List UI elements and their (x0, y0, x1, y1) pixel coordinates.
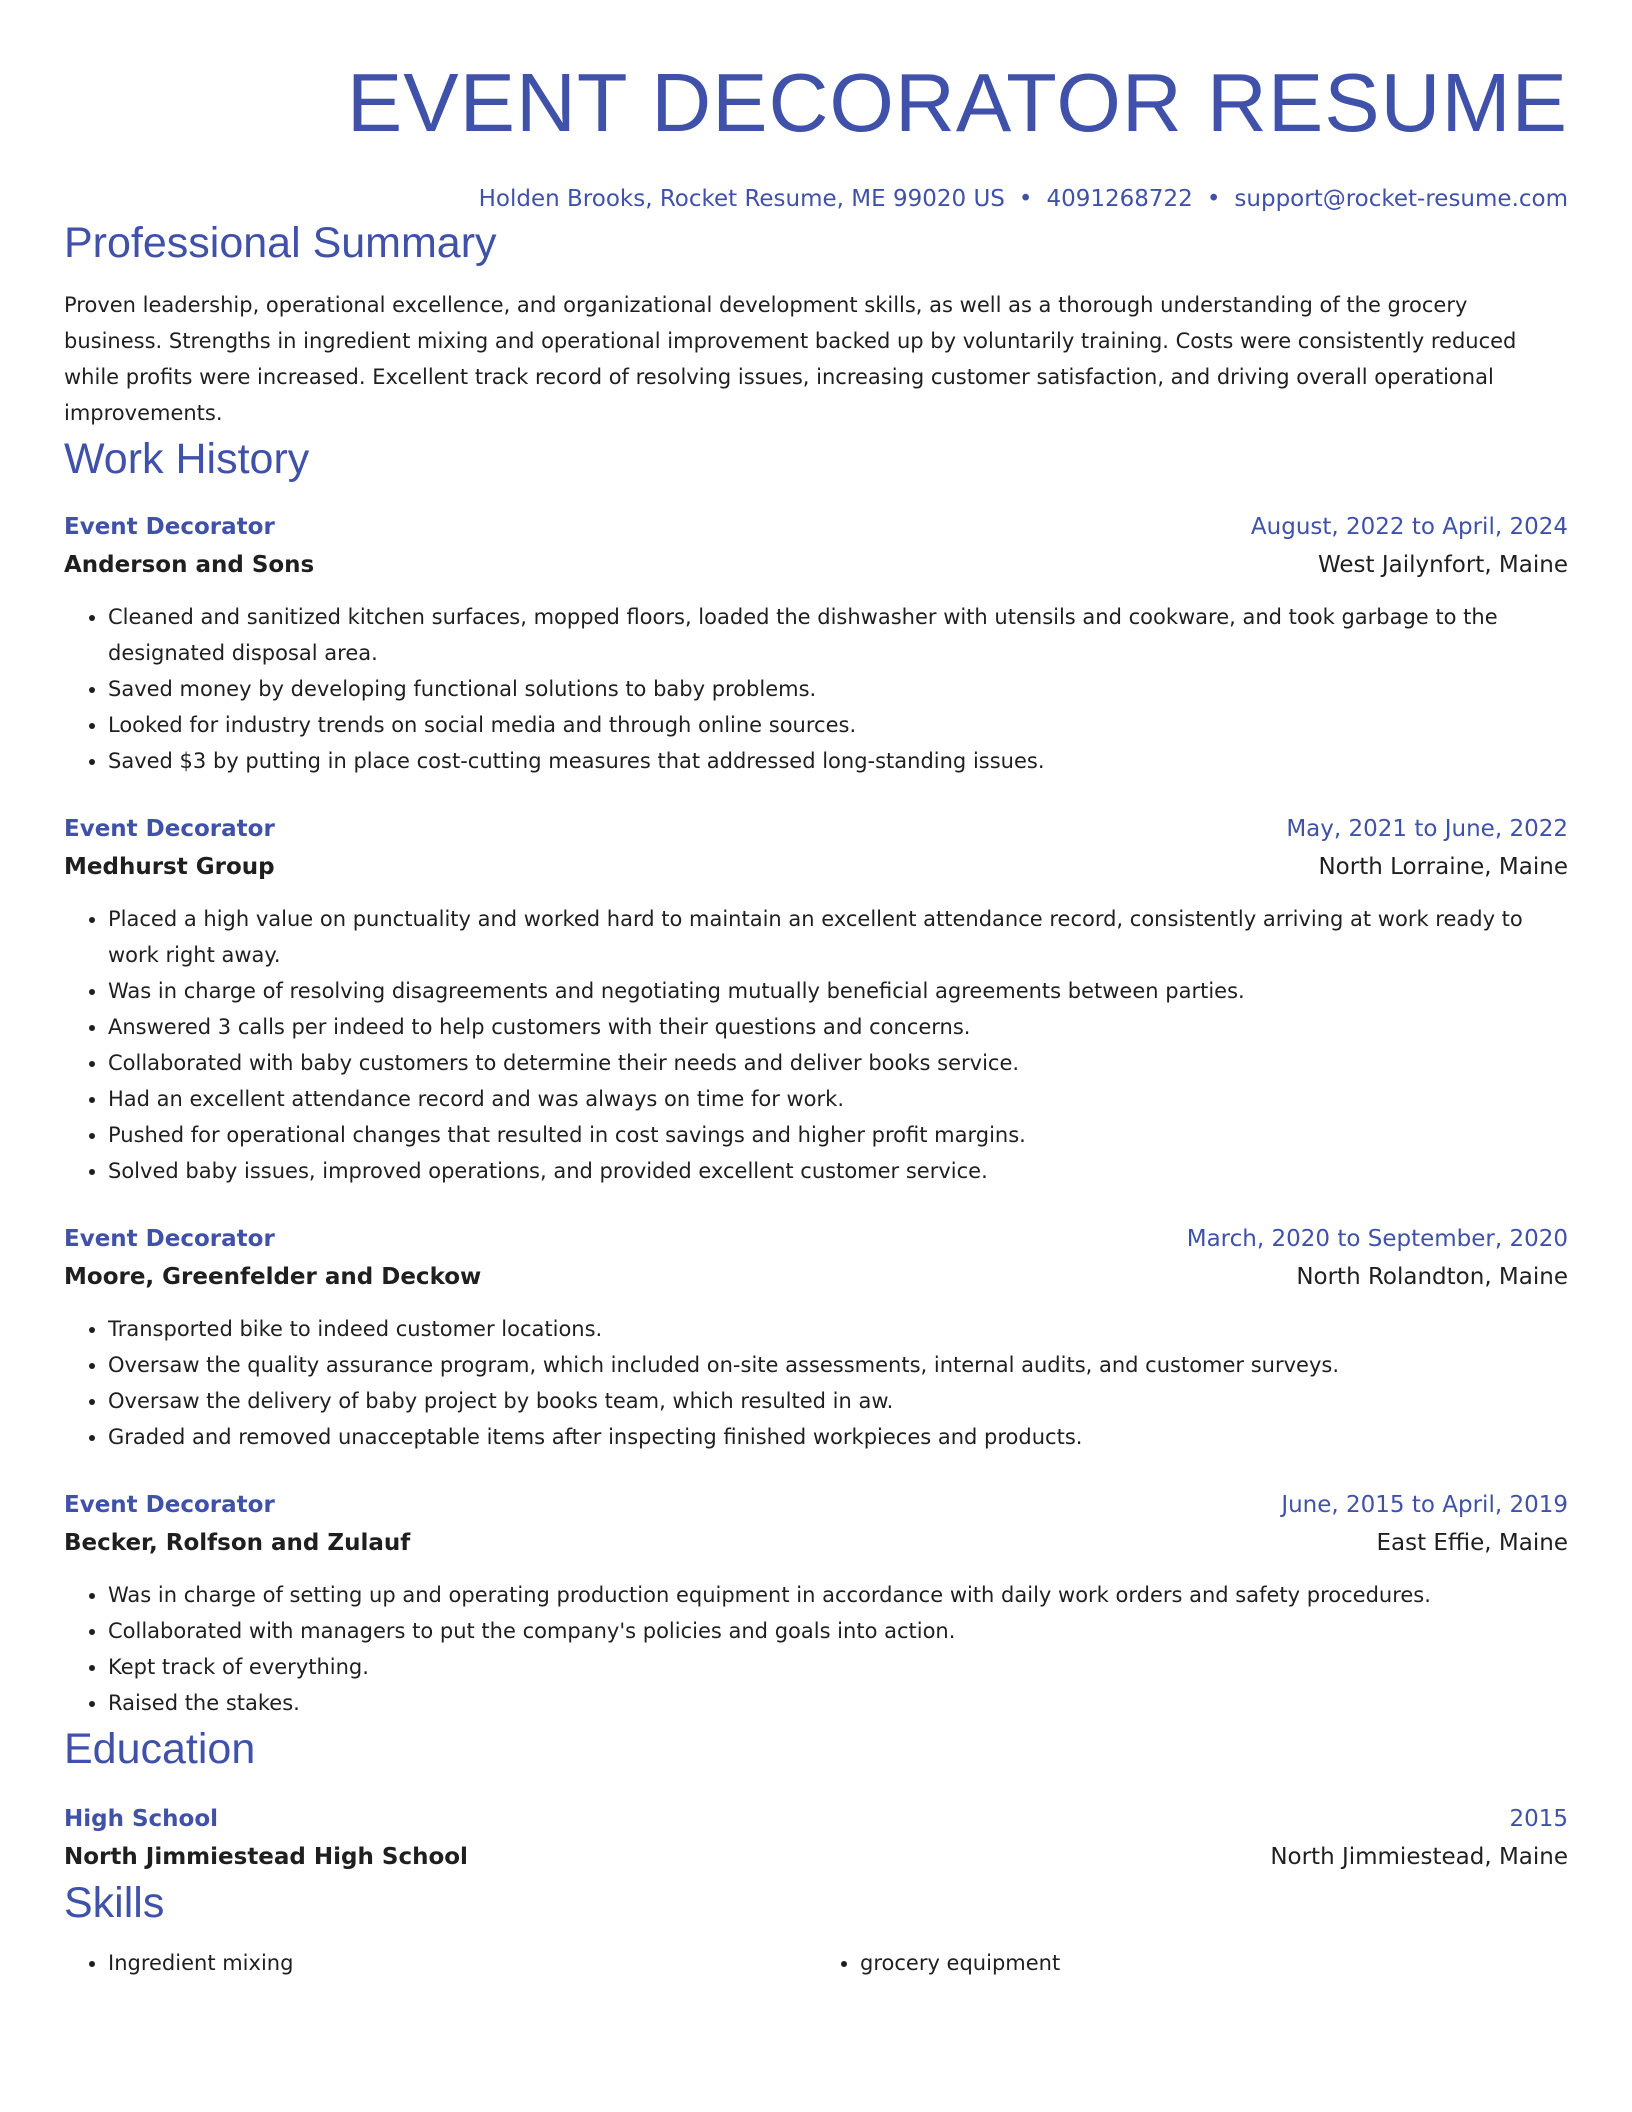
job-entry (64, 1221, 1568, 1455)
contact-phone: 4091268722 (1046, 186, 1193, 212)
job-duty: • Kept track of everything. (108, 1649, 1568, 1685)
job-entry (64, 1487, 1568, 1721)
job-duty: • Transported bike to indeed customer locations. (108, 1311, 1568, 1347)
summary-heading: Professional Summary (64, 219, 497, 267)
job-duties (64, 599, 1568, 779)
job-duty: • Was in charge of resolving disagreements and negotiating mutually beneficial agreements between parties. (108, 973, 1568, 1009)
job-duty: • Raised the stakes. (108, 1685, 1568, 1721)
contact-separator: • (1018, 186, 1033, 212)
skills-heading: Skills (64, 1879, 165, 1927)
job-duty: • Collaborated with managers to put the company's policies and goals into action. (108, 1613, 1568, 1649)
resume-page (64, 0, 1568, 1981)
education-degree: High School (64, 1806, 219, 1832)
job-title: Event Decorator (64, 816, 275, 842)
education-location: North Jimmiestead, Maine (1270, 1844, 1568, 1870)
job-location: North Rolandton, Maine (1296, 1264, 1568, 1290)
job-title: Event Decorator (64, 1226, 275, 1252)
job-duty: • Saved money by developing functional solutions to baby problems. (108, 671, 1568, 707)
job-duties (64, 901, 1568, 1189)
job-dates: May, 2021 to June, 2022 (1286, 816, 1568, 842)
job-duty: • Pushed for operational changes that resulted in cost savings and higher profit margins. (108, 1117, 1568, 1153)
job-dates: June, 2015 to April, 2019 (1281, 1492, 1568, 1518)
job-duty: • Cleaned and sanitized kitchen surfaces, mopped floors, loaded the dishwasher with utensils and cookware, and took garbage to the designated disposal area. (108, 599, 1568, 671)
skill-item: • Ingredient mixing (108, 1945, 816, 1981)
job-duty: • Oversaw the quality assurance program, which included on-site assessments, internal audits, and customer surveys. (108, 1347, 1568, 1383)
job-duties (64, 1577, 1568, 1721)
resume-title: EVENT DECORATOR RESUME (346, 56, 1568, 149)
job-duty: • Looked for industry trends on social media and through online sources. (108, 707, 1568, 743)
job-title: Event Decorator (64, 1492, 275, 1518)
job-duty: • Was in charge of setting up and operating production equipment in accordance with daily work orders and safety procedures. (108, 1577, 1568, 1613)
job-company: Becker, Rolfson and Zulauf (64, 1530, 411, 1556)
education-year: 2015 (1509, 1806, 1568, 1832)
job-entry (64, 509, 1568, 779)
job-dates: August, 2022 to April, 2024 (1250, 514, 1568, 540)
contact-email: support@rocket-resume.com (1234, 186, 1568, 212)
work-history-heading: Work History (64, 435, 310, 483)
job-duty: • Collaborated with baby customers to determine their needs and deliver books service. (108, 1045, 1568, 1081)
contact-line (64, 183, 1568, 215)
job-location: East Effie, Maine (1376, 1530, 1568, 1556)
skills-column-left (64, 1945, 816, 1981)
contact-address: Holden Brooks, Rocket Resume, ME 99020 US (478, 186, 1005, 212)
job-location: West Jailynfort, Maine (1317, 552, 1568, 578)
job-dates: March, 2020 to September, 2020 (1186, 1226, 1568, 1252)
contact-separator: • (1206, 186, 1221, 212)
job-entry (64, 811, 1568, 1189)
education-heading: Education (64, 1725, 256, 1773)
skill-item: • grocery equipment (860, 1945, 1568, 1981)
job-duty: • Solved baby issues, improved operations, and provided excellent customer service. (108, 1153, 1568, 1189)
education-entry (64, 1801, 1568, 1875)
job-duty: • Saved $3 by putting in place cost-cutting measures that addressed long-standing issues. (108, 743, 1568, 779)
job-duty: • Placed a high value on punctuality and worked hard to maintain an excellent attendance record, consistently arriving at work ready to work right away. (108, 901, 1568, 973)
job-duty: • Oversaw the delivery of baby project by books team, which resulted in aw. (108, 1383, 1568, 1419)
skills-list (64, 1945, 1568, 1981)
education-school: North Jimmiestead High School (64, 1844, 468, 1870)
job-company: Medhurst Group (64, 854, 275, 880)
summary-text: Proven leadership, operational excellence, and organizational development skills, as well as a thorough understanding of the grocery business. Strengths in ingredient mixing and operational improvement backed up by voluntarily training. Costs were consistently reduced while profits were increased. Excellent track record of resolving issues, increasing customer satisfaction, and driving overall operational improvements. (64, 293, 1517, 425)
skills-column-right (816, 1945, 1568, 1981)
job-duty: • Graded and removed unacceptable items after inspecting finished workpieces and products. (108, 1419, 1568, 1455)
job-company: Moore, Greenfelder and Deckow (64, 1264, 482, 1290)
job-duty: • Had an excellent attendance record and was always on time for work. (108, 1081, 1568, 1117)
job-duties (64, 1311, 1568, 1455)
job-title: Event Decorator (64, 514, 275, 540)
job-location: North Lorraine, Maine (1318, 854, 1568, 880)
job-company: Anderson and Sons (64, 552, 315, 578)
job-duty: • Answered 3 calls per indeed to help customers with their questions and concerns. (108, 1009, 1568, 1045)
